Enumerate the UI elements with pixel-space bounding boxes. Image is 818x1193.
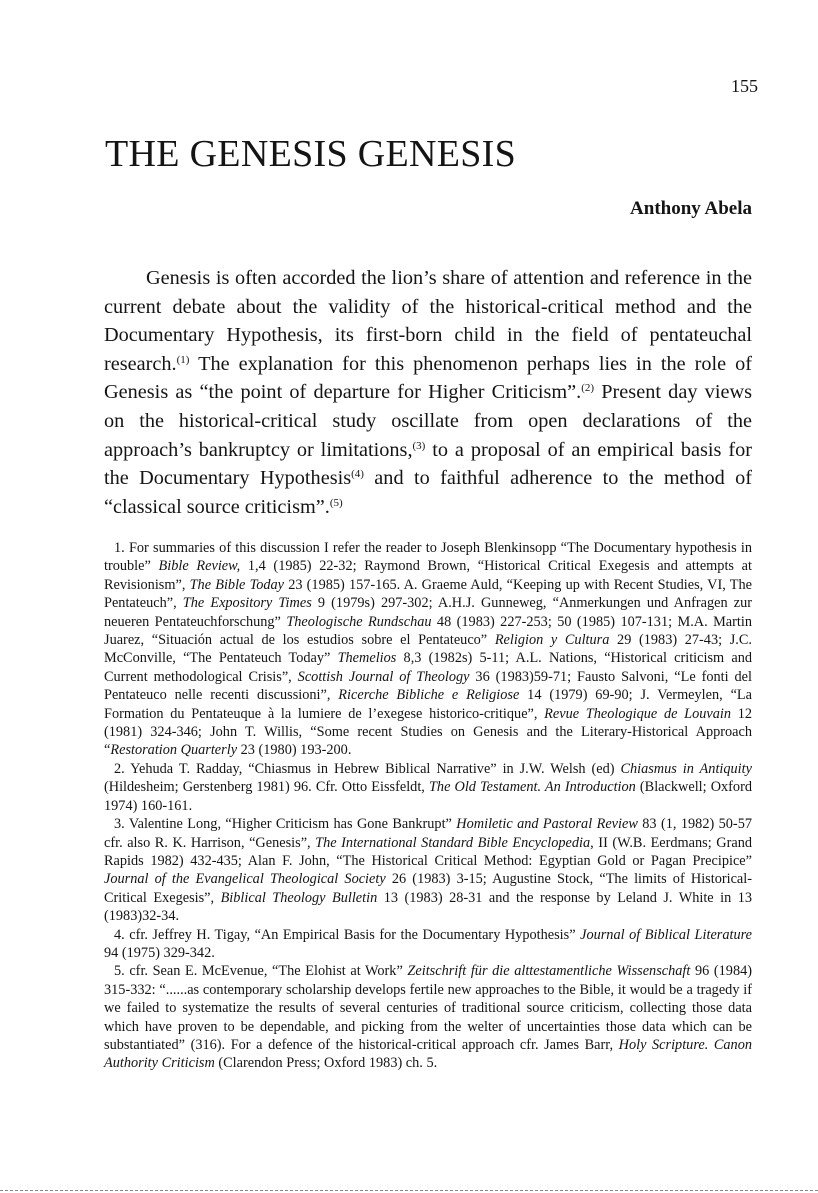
footnote-text: 2. Yehuda T. Radday, “Chiasmus in Hebrew Biblical Narrative” in J.W. Welsh (ed): [114, 760, 621, 777]
footnote-text: 94 (1975) 329-342.: [104, 944, 215, 961]
footnote-text: 8,3 (1982s) 5-11; A.L. Nations, “Historical criticism and Current methodological Crisis”,: [104, 650, 752, 685]
footnote-text: 12 (1981) 324-346; John T. Willis, “Some recent Studies on Genesis and the Literary-Historical Approach “: [104, 705, 752, 759]
footnote-citation: Revue Theologique de Louvain: [544, 705, 731, 722]
footnote-ref-3: (3): [412, 439, 426, 452]
footnote-citation: Bible Review,: [158, 558, 241, 575]
footnote-text: 96 (1984) 315-332: “......as contemporary scholarship develops fertile new approaches to the Bible, it would be a tragedy if we failed to systematize the results of several centuries of traditional source criticism, collecting those data which have proven to be dependable, and picking from the welter of uncertainties those data which can be substantiated” (316). For a defence of the historical-critical approach cfr. James Barr,: [104, 963, 753, 1053]
footnote-citation: The Old Testament. An Introduction: [428, 779, 636, 796]
footnote-text: (Blackwell; Oxford 1974) 160-161.: [104, 779, 752, 814]
footnote-text: 83 (1, 1982) 50-57 cfr. also R. K. Harrison, “Genesis”,: [104, 816, 752, 851]
intro-text-5: and to faithful adherence to the method of “classical source criticism”.: [104, 467, 752, 518]
footnote-ref-1: (1): [176, 353, 190, 366]
footnote-citation: Journal of Biblical Literature: [580, 926, 752, 943]
footnote-citation: Chiasmus in Antiquity: [620, 760, 752, 777]
footnote-2: [104, 760, 752, 815]
footnotes: [104, 539, 752, 1073]
footnote-citation: Journal of the Evangelical Theological Society: [104, 871, 386, 888]
footnote-citation: Zeitschrift für die alttestamentliche Wissenschaft: [407, 963, 691, 980]
footnote-citation: Holy Scripture. Canon Authority Criticism: [104, 1036, 752, 1072]
footnote-text: 5. cfr. Sean E. McEvenue, “The Elohist at Work”: [114, 963, 408, 980]
footnote-text: (Hildesheim; Gerstenberg 1981) 96. Cfr. Otto Eissfeldt,: [104, 779, 429, 796]
footnote-text: II (W.B. Eerdmans; Grand Rapids 1982) 432-435; Alan F. John, “The Historical Critical Method: Egyptian Gold or Pagan Precipice”: [104, 834, 752, 869]
footnote-text: 48 (1983) 227-253; 50 (1985) 107-131; M.A. Martin Juarez, “Situación actual de los estudios sobre el Pentateuco”: [104, 613, 752, 649]
footnote-text: 29 (1983) 27-43; J.C. McConville, “The Pentateuch Today”: [104, 632, 752, 667]
footnote-text: 4. cfr. Jeffrey H. Tigay, “An Empirical Basis for the Documentary Hypothesis”: [114, 926, 581, 943]
footnote-text: (Clarendon Press; Oxford 1983) ch. 5.: [214, 1055, 438, 1072]
footnote-text: 23 (1985) 157-165. A. Graeme Auld, “Keeping up with Recent Studies, VI, The Pentateuch”,: [104, 576, 752, 612]
page-bottom-edge: [0, 1190, 818, 1191]
footnote-text: 1. For summaries of this discussion I refer the reader to Joseph Blenkinsopp “The Documentary hypothesis in trouble”: [104, 540, 752, 575]
footnote-ref-5: (5): [329, 496, 343, 509]
footnote-citation: Theologische Rundschau: [286, 613, 432, 630]
intro-paragraph: [104, 264, 752, 521]
footnote-text: 14 (1979) 69-90; J. Vermeylen, “La Formation du Pentateuque à la lumiere de l’exegese historico-critique”,: [104, 687, 752, 722]
intro-text-3: Present day views on the historical-critical study oscillate from open declarations of the approach’s bankruptcy or limitations,: [104, 381, 752, 461]
footnote-1: [104, 539, 752, 760]
footnote-text: 23 (1980) 193-200.: [237, 742, 352, 759]
footnote-ref-2: (2): [581, 382, 595, 395]
footnote-citation: The International Standard Bible Encyclopedia,: [315, 834, 594, 851]
author-name: Anthony Abela: [630, 198, 752, 219]
footnote-citation: Religion y Cultura: [494, 632, 610, 649]
footnote-ref-4: (4): [351, 468, 364, 481]
footnote-text: 26 (1983) 3-15; Augustine Stock, “The limits of Historical-Critical Exegesis”,: [104, 871, 753, 906]
footnote-citation: Restoration Quarterly: [110, 742, 238, 759]
footnote-text: 3. Valentine Long, “Higher Criticism has Gone Bankrupt”: [114, 816, 457, 833]
footnote-citation: Homiletic and Pastoral Review: [456, 816, 638, 833]
footnote-text: 9 (1979s) 297-302; A.H.J. Gunneweg, “Anmerkungen und Anfragen zur neueren Pentateuchforschung”: [104, 595, 752, 630]
intro-text-2: The explanation for this phenomenon perhaps lies in the role of Genesis as “the point of departure for Higher Criticism”.: [104, 352, 752, 404]
footnote-5: [104, 962, 752, 1072]
footnote-citation: The Expository Times: [182, 595, 312, 612]
footnote-citation: Scottish Journal of Theology: [297, 668, 470, 685]
footnote-text: 1,4 (1985) 22-32; Raymond Brown, “Historical Critical Exegesis and attempts at Revisionism”,: [104, 558, 752, 593]
footnote-3: [104, 815, 752, 925]
footnote-citation: Ricerche Bibliche e Religiose: [338, 687, 520, 704]
intro-text-1: Genesis is often accorded the lion’s share of attention and reference in the current debate about the validity of the historical-critical method and the Documentary Hypothesis, its first-born child in the field of pentateuchal research.: [104, 267, 752, 375]
footnote-citation: Themelios: [337, 650, 397, 667]
footnote-text: 13 (1983) 28-31 and the response by Leland J. White in 13 (1983)32-34.: [104, 889, 752, 925]
page-number: 155: [731, 76, 758, 96]
footnote-text: 36 (1983)59-71; Fausto Salvoni, “Le fonti del Pentateuco nelle recenti discussioni”,: [104, 668, 752, 704]
footnote-4: [104, 926, 752, 963]
footnote-citation: The Bible Today: [189, 576, 285, 593]
intro-text-4: to a proposal of an empirical basis for the Documentary Hypothesis: [104, 438, 752, 490]
article-title: THE GENESIS GENESIS: [105, 133, 517, 175]
footnote-citation: Biblical Theology Bulletin: [220, 889, 378, 906]
